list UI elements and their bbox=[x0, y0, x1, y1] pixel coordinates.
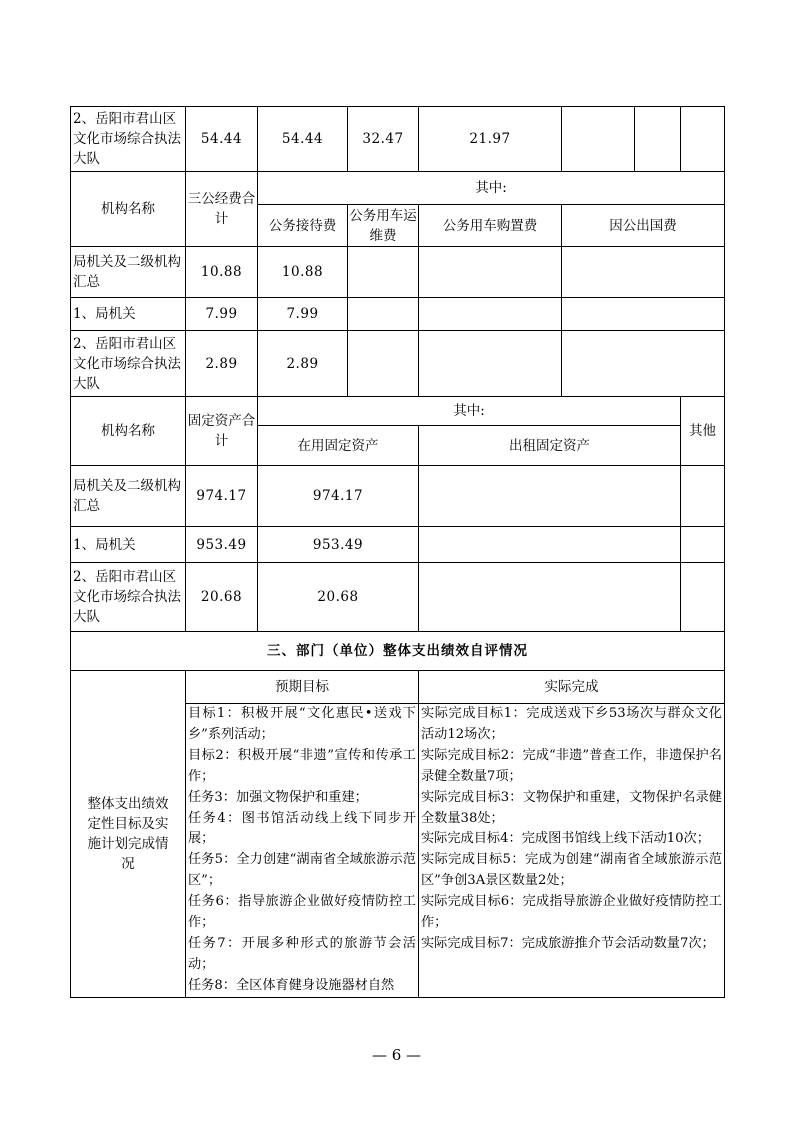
list-item: 实际完成目标7：完成旅游推介节会活动数量7次； bbox=[421, 935, 715, 951]
cell-value: 10.88 bbox=[186, 247, 258, 298]
cell-value: 953.49 bbox=[258, 527, 419, 563]
cell-value: 21.97 bbox=[419, 107, 562, 172]
table-row bbox=[71, 563, 725, 632]
actual-results-cell bbox=[419, 704, 725, 998]
org-name: 2、岳阳市君山区文化市场综合执法大队 bbox=[71, 563, 186, 632]
list-item: 实际完成目标3：文物保护和重建，文物保护名录健全数量38处； bbox=[421, 789, 722, 826]
expected-header: 预期目标 bbox=[186, 671, 419, 704]
page-number: — 6 — bbox=[371, 1046, 422, 1064]
table-row bbox=[71, 466, 725, 527]
table-header-row bbox=[71, 671, 725, 704]
empty-cell bbox=[419, 527, 681, 563]
table-header-row bbox=[71, 397, 725, 426]
cell-value: 54.44 bbox=[258, 107, 348, 172]
cell-value: 54.44 bbox=[186, 107, 258, 172]
list-item: 任务5：全力创建“湖南省全域旅游示范区”； bbox=[188, 852, 416, 889]
actual-results-list bbox=[419, 704, 724, 955]
table-row bbox=[71, 331, 725, 397]
cell-value: 2.89 bbox=[186, 331, 258, 397]
empty-cell bbox=[562, 107, 635, 172]
list-item: 任务4：图书馆活动线上线下同步开展； bbox=[188, 810, 416, 847]
qizhong-header: 其中: bbox=[258, 172, 725, 205]
cell-value: 7.99 bbox=[186, 298, 258, 331]
list-item: 目标1：积极开展“文化惠民•送戏下乡”系列活动； bbox=[188, 706, 416, 742]
empty-cell bbox=[348, 331, 419, 397]
empty-cell bbox=[562, 298, 725, 331]
list-item: 任务3：加强文物保护和重建； bbox=[188, 789, 368, 805]
total-header: 三公经费合计 bbox=[186, 172, 258, 247]
list-item: 实际完成目标5：完成为创建“湖南省全域旅游示范区”争创3A景区数量2处； bbox=[421, 852, 722, 889]
empty-cell bbox=[419, 331, 562, 397]
empty-cell bbox=[419, 466, 681, 527]
list-item: 任务8：全区体育健身设施器材自然 bbox=[188, 977, 395, 993]
empty-cell bbox=[681, 527, 725, 563]
cell-value: 974.17 bbox=[258, 466, 419, 527]
table-row bbox=[71, 247, 725, 298]
list-item: 实际完成目标2：完成“非遗”普查工作，非遗保护名录健全数量7项； bbox=[421, 747, 722, 784]
list-item: 任务6：指导旅游企业做好疫情防控工作； bbox=[188, 894, 416, 931]
empty-cell bbox=[635, 107, 681, 172]
column-header: 因公出国费 bbox=[562, 205, 725, 247]
list-item: 实际完成目标1：完成送戏下乡53场次与群众文化活动12场次； bbox=[421, 706, 722, 742]
expected-goals-list bbox=[186, 704, 418, 997]
list-item: 实际完成目标6：完成指导旅游企业做好疫情防控工作； bbox=[421, 894, 722, 931]
cell-value: 7.99 bbox=[258, 298, 348, 331]
empty-cell bbox=[681, 107, 725, 172]
org-name-header: 机构名称 bbox=[71, 172, 186, 247]
qizhong-header: 其中: bbox=[258, 397, 681, 426]
cell-value: 32.47 bbox=[348, 107, 419, 172]
expected-goals-cell bbox=[186, 704, 419, 998]
column-header: 公务用车运维费 bbox=[348, 205, 419, 247]
table-row bbox=[71, 527, 725, 563]
column-header: 公务用车购置费 bbox=[419, 205, 562, 247]
empty-cell bbox=[681, 563, 725, 632]
org-name: 2、岳阳市君山区文化市场综合执法大队 bbox=[71, 107, 186, 172]
org-name: 1、局机关 bbox=[71, 298, 186, 331]
cell-value: 953.49 bbox=[186, 527, 258, 563]
column-header: 出租固定资产 bbox=[419, 426, 681, 466]
document-page bbox=[70, 106, 725, 998]
cell-value: 2.89 bbox=[258, 331, 348, 397]
cell-value: 20.68 bbox=[258, 563, 419, 632]
section-title: 三、部门（单位）整体支出绩效自评情况 bbox=[71, 632, 725, 671]
budget-table bbox=[70, 106, 725, 998]
column-header: 在用固定资产 bbox=[258, 426, 419, 466]
empty-cell bbox=[562, 247, 725, 298]
other-header: 其他 bbox=[681, 397, 725, 466]
section-title-row bbox=[71, 632, 725, 671]
actual-header: 实际完成 bbox=[419, 671, 725, 704]
empty-cell bbox=[562, 331, 725, 397]
empty-cell bbox=[348, 247, 419, 298]
cell-value: 10.88 bbox=[258, 247, 348, 298]
total-header: 固定资产合计 bbox=[186, 397, 258, 466]
table-row bbox=[71, 107, 725, 172]
list-item: 任务7：开展多种形式的旅游节会活动； bbox=[188, 935, 416, 972]
org-name: 2、岳阳市君山区文化市场综合执法大队 bbox=[71, 331, 186, 397]
performance-row-label: 整体支出绩效定性目标及实施计划完成情况 bbox=[71, 671, 186, 998]
column-header: 公务接待费 bbox=[258, 205, 348, 247]
empty-cell bbox=[419, 247, 562, 298]
table-row bbox=[71, 298, 725, 331]
table-header-row bbox=[71, 172, 725, 205]
empty-cell bbox=[681, 466, 725, 527]
org-name: 局机关及二级机构汇总 bbox=[71, 247, 186, 298]
org-name-header: 机构名称 bbox=[71, 397, 186, 466]
list-item: 目标2：积极开展“非遗”宣传和传承工作； bbox=[188, 747, 416, 784]
org-name: 1、局机关 bbox=[71, 527, 186, 563]
org-name: 局机关及二级机构汇总 bbox=[71, 466, 186, 527]
list-item: 实际完成目标4：完成图书馆线上线下活动10次； bbox=[421, 831, 710, 847]
empty-cell bbox=[348, 298, 419, 331]
empty-cell bbox=[419, 563, 681, 632]
empty-cell bbox=[419, 298, 562, 331]
cell-value: 974.17 bbox=[186, 466, 258, 527]
cell-value: 20.68 bbox=[186, 563, 258, 632]
